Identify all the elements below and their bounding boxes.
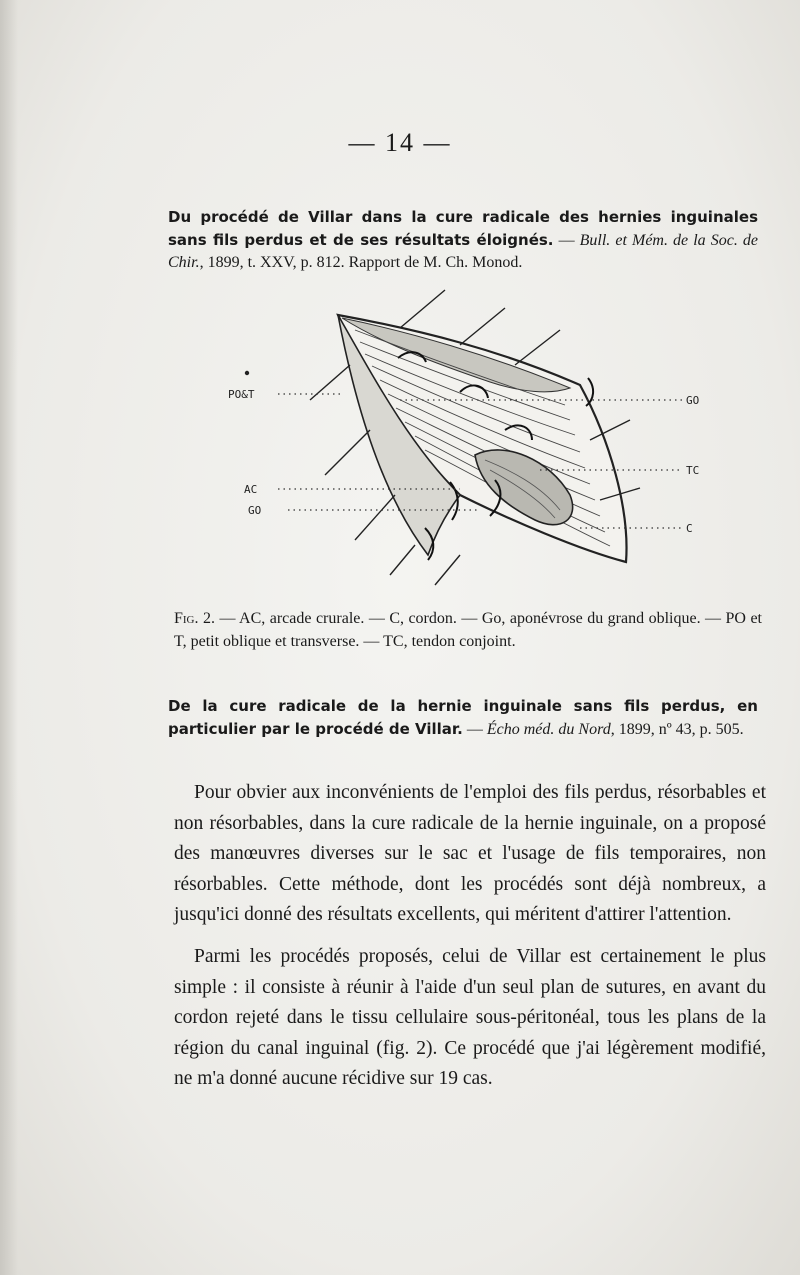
figure-caption: [174, 607, 762, 653]
reference-2-source: Écho méd. du Nord: [486, 721, 611, 738]
reference-2-title: De la cure radicale de la hernie inguinale sans fils perdus, en particulier par le procédé de Villar.: [168, 697, 758, 738]
label-go-right: GO: [686, 394, 700, 407]
page-number: — 14 —: [348, 128, 452, 157]
body-paragraph-1: Pour obvier aux inconvénients de l'emploi des fils perdus, résorbables et non résorbables, dans la cure radicale de la hernie inguinale, on a proposé des manœuvres diverses sur le sac et l'usage de fils temporaires, non résorbables. Cette méthode, dont les procédés sont déjà nombreux, a jusqu'ici donné des résultats excellents, qui méritent d'attirer l'attention.: [174, 782, 766, 925]
reference-1-title: Du procédé de Villar dans la cure radicale des hernies inguinales sans fils perdus et de ses résultats éloignés.: [168, 208, 758, 249]
label-marker-dot: [245, 371, 249, 375]
reference-2-separator: —: [462, 721, 487, 738]
reference-2: [168, 695, 758, 741]
label-po-t: PO&T: [228, 388, 255, 401]
label-tc: TC: [686, 464, 700, 477]
body-paragraph-2-block: [174, 942, 766, 1095]
body-paragraph-2: Parmi les procédés proposés, celui de Villar est certainement le plus simple : il consiste à réunir à l'aide d'un seul plan de sutures, en avant du cordon rejeté dans le tissu cellulaire sous-péritonéal, tous les plans de la région du canal inguinal (fig. 2). Ce procédé que j'ai légèrement modifié, ne m'a donné aucune récidive sur 19 cas.: [174, 946, 766, 1089]
reference-1-source: Bull. et Mém. de la Soc. de Chir.: [168, 232, 758, 271]
reference-2-details: , 1899, nº 43, p. 505.: [610, 721, 744, 738]
figure-caption-text: — AC, arcade crurale. — C, cordon. — Go, aponévrose du grand oblique. — PO et T, petit oblique et transverse. — TC, tendon conjoint.: [174, 610, 762, 650]
reference-1-details: , 1899, t. XXV, p. 812. Rapport de M. Ch. Monod.: [199, 254, 523, 271]
page-edge-shadow: [0, 0, 18, 1275]
reference-1: [168, 206, 758, 274]
label-ac: AC: [244, 483, 258, 496]
figure-caption-label: Fig. 2.: [174, 610, 215, 627]
reference-1-separator: —: [553, 232, 580, 249]
label-go-left: GO: [248, 504, 262, 517]
label-c: C: [686, 522, 693, 535]
body-paragraph-1-block: [174, 778, 766, 931]
figure-2-illustration: [160, 270, 760, 605]
